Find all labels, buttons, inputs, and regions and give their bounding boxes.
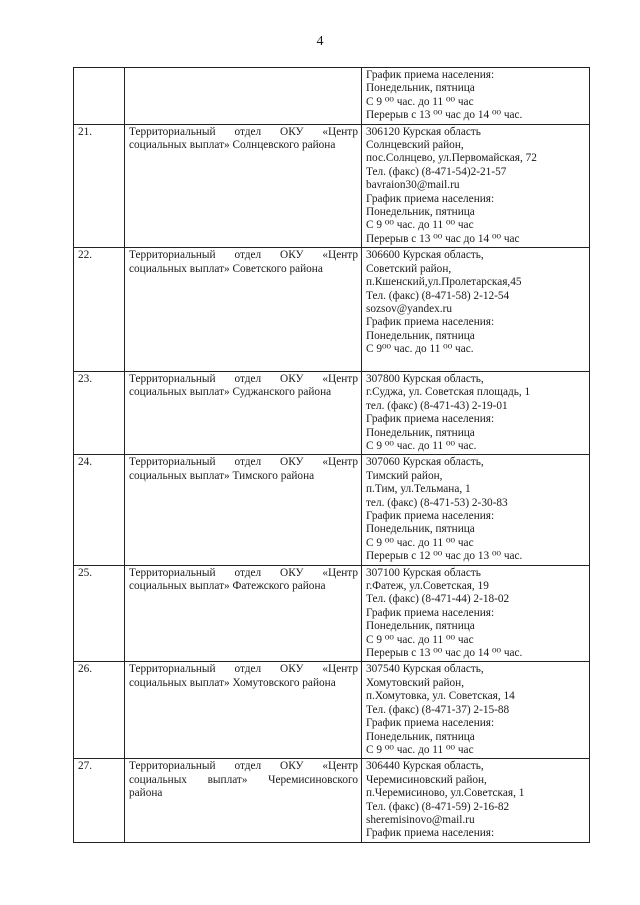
contact-line: С 9 ⁰⁰ час. до 11 ⁰⁰ час bbox=[366, 633, 474, 646]
departments-table-body bbox=[74, 68, 590, 843]
department-name: Территориальный отдел ОКУ «Центр социальных выплат» Тимского района bbox=[125, 455, 362, 565]
department-name: Территориальный отдел ОКУ «Центр социальных выплат» Солнцевского района bbox=[125, 124, 362, 248]
contact-line: п.Черемисиново, ул.Советская, 1 bbox=[366, 787, 525, 800]
contact-line: Солнцевский район, bbox=[366, 139, 464, 152]
row-number: 25. bbox=[74, 565, 125, 662]
departments-table bbox=[73, 67, 590, 843]
table-row bbox=[74, 248, 590, 372]
table-row bbox=[74, 565, 590, 662]
contact-line: 307100 Курская область bbox=[366, 566, 481, 579]
contact-line: С 9 ⁰⁰ час. до 11 ⁰⁰ час bbox=[366, 95, 474, 108]
department-name: Территориальный отдел ОКУ «Центр социальных выплат» Суджанского района bbox=[125, 371, 362, 454]
contact-line: Понедельник, пятница bbox=[366, 620, 475, 633]
contact-line: Понедельник, пятница bbox=[366, 82, 475, 95]
department-name: Территориальный отдел ОКУ «Центр социальных выплат» Хомутовского района bbox=[125, 662, 362, 759]
contact-line: 307060 Курская область, bbox=[366, 456, 484, 469]
contact-line: п.Тим, ул.Тельмана, 1 bbox=[366, 483, 471, 496]
table-row bbox=[74, 662, 590, 759]
contact-details bbox=[362, 371, 590, 454]
contact-line: Перерыв с 12 ⁰⁰ час до 13 ⁰⁰ час. bbox=[366, 550, 523, 563]
contact-line: 306120 Курская область bbox=[366, 125, 481, 138]
contact-line: Перерыв с 13 ⁰⁰ час до 14 ⁰⁰ час. bbox=[366, 647, 523, 660]
table-row bbox=[74, 371, 590, 454]
contact-line: График приема населения: bbox=[366, 510, 495, 522]
table-row bbox=[74, 124, 590, 248]
contact-line: Тел. (факс) (8-471-59) 2-16-82 bbox=[366, 800, 510, 813]
department-name: Территориальный отдел ОКУ «Центр социальных выплат» Фатежского района bbox=[125, 565, 362, 662]
contact-details bbox=[362, 565, 590, 662]
contact-line: Понедельник, пятница bbox=[366, 523, 475, 536]
page-number: 4 bbox=[316, 34, 324, 49]
contact-line: Тимский район, bbox=[366, 469, 443, 482]
contact-line: Понедельник, пятница bbox=[366, 329, 475, 342]
contact-line: Хомутовский район, bbox=[366, 676, 465, 689]
contact-line: тел. (факс) (8-471-43) 2-19-01 bbox=[366, 399, 508, 412]
contact-line: График приема населения: bbox=[366, 717, 495, 730]
contact-line: Понедельник, пятница bbox=[366, 426, 475, 439]
contact-line: 306440 Курская область, bbox=[366, 760, 484, 773]
contact-line: г.Суджа, ул. Советская площадь, 1 bbox=[366, 386, 531, 399]
contact-line: График приема населения: bbox=[366, 69, 495, 81]
contact-line: График приема населения: bbox=[366, 827, 495, 840]
contact-line: С 9 ⁰⁰ час. до 11 ⁰⁰ час bbox=[366, 219, 474, 232]
contact-line: sheremisinovo@mail.ru bbox=[366, 813, 475, 826]
contact-details bbox=[362, 124, 590, 248]
table-row bbox=[74, 759, 590, 842]
contact-line bbox=[366, 357, 586, 370]
contact-line: График приема населения: bbox=[366, 316, 495, 329]
contact-line: График приема населения: bbox=[366, 606, 495, 619]
contact-line: 307800 Курская область, bbox=[366, 372, 484, 385]
contact-line: Тел. (факс) (8-471-58) 2-12-54 bbox=[366, 289, 510, 302]
row-number: 27. bbox=[74, 759, 125, 842]
contact-line: Тел. (факс) (8-471-44) 2-18-02 bbox=[366, 593, 510, 606]
contact-line: г.Фатеж, ул.Советская, 19 bbox=[366, 580, 489, 593]
contact-details bbox=[362, 455, 590, 565]
contact-line: п.Кшенский,ул.Пролетарская,45 bbox=[366, 276, 522, 289]
contact-details bbox=[362, 248, 590, 372]
contact-line: Черемисиновский район, bbox=[366, 773, 487, 786]
department-name: Территориальный отдел ОКУ «Центр социальных выплат» Советского района bbox=[125, 248, 362, 372]
row-number bbox=[74, 68, 125, 125]
contact-line: bavraion30@mail.ru bbox=[366, 179, 460, 192]
row-number: 26. bbox=[74, 662, 125, 759]
table-row bbox=[74, 455, 590, 565]
contact-line: График приема населения: bbox=[366, 413, 495, 426]
contact-details bbox=[362, 68, 590, 125]
contact-line: Понедельник, пятница bbox=[366, 730, 475, 743]
row-number: 23. bbox=[74, 371, 125, 454]
row-number: 21. bbox=[74, 124, 125, 248]
contact-line: С 9 ⁰⁰ час. до 11 ⁰⁰ час bbox=[366, 536, 474, 549]
contact-line: п.Хомутовка, ул. Советская, 14 bbox=[366, 690, 515, 703]
contact-line: Перерыв с 13 ⁰⁰ час до 14 ⁰⁰ час bbox=[366, 232, 520, 245]
department-name: Территориальный отдел ОКУ «Центр социальных выплат» Черемисиновского района bbox=[125, 759, 362, 842]
contact-line: Тел. (факс) (8-471-37) 2-15-88 bbox=[366, 703, 510, 716]
row-number: 22. bbox=[74, 248, 125, 372]
contact-details bbox=[362, 759, 590, 842]
contact-line: С 9 ⁰⁰ час. до 11 ⁰⁰ час. bbox=[366, 439, 477, 452]
contact-line: С 9⁰⁰ час. до 11 ⁰⁰ час. bbox=[366, 343, 474, 356]
row-number: 24. bbox=[74, 455, 125, 565]
contact-line: sozsov@yandex.ru bbox=[366, 302, 453, 315]
contact-line: График приема населения: bbox=[366, 192, 495, 205]
table-row bbox=[74, 68, 590, 125]
contact-line: Советский район, bbox=[366, 262, 452, 275]
contact-details bbox=[362, 662, 590, 759]
contact-line: Понедельник, пятница bbox=[366, 206, 475, 219]
contact-line: Перерыв с 13 ⁰⁰ час до 14 ⁰⁰ час. bbox=[366, 109, 523, 122]
contact-line: тел. (факс) (8-471-53) 2-30-83 bbox=[366, 496, 508, 509]
contact-line: 306600 Курская область, bbox=[366, 249, 484, 262]
contact-line: 307540 Курская область, bbox=[366, 663, 484, 676]
contact-line: пос.Солнцево, ул.Первомайская, 72 bbox=[366, 152, 537, 165]
department-name bbox=[125, 68, 362, 125]
contact-line: С 9 ⁰⁰ час. до 11 ⁰⁰ час bbox=[366, 743, 474, 756]
contact-line: Тел. (факс) (8-471-54)2-21-57 bbox=[366, 165, 507, 178]
